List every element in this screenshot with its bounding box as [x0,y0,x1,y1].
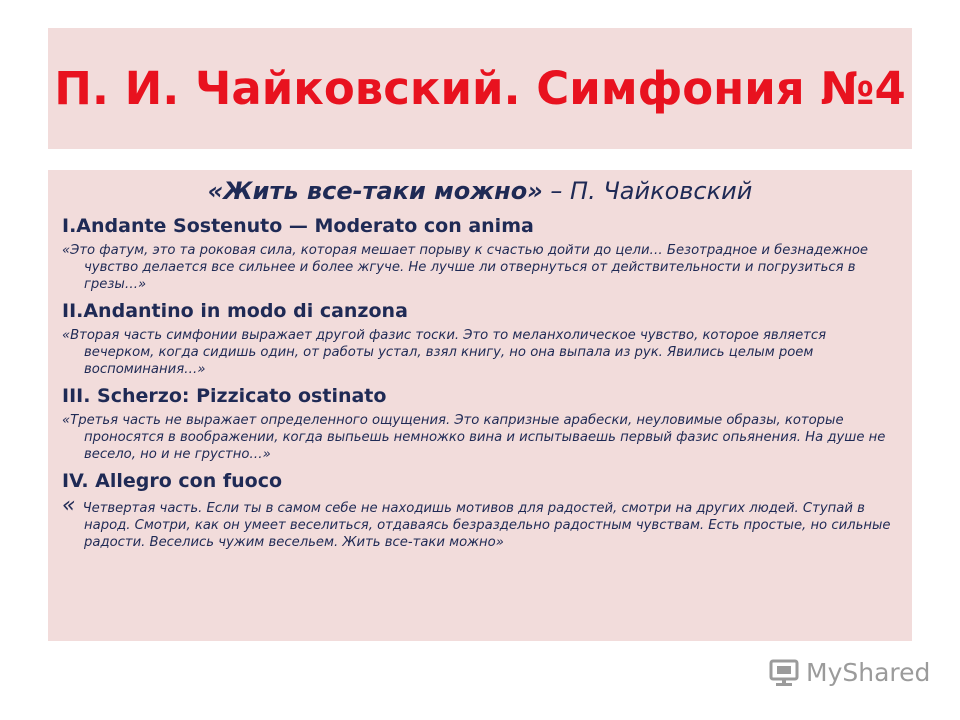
movement-3-heading: III. Scherzo: Pizzicato ostinato [62,385,387,407]
movement-3-text: «Третья часть не выражает определенного ощущения. Это капризные арабески, неуловимые образы, которые проносятся в воображении, когда выпьешь немножко вина и испытываешь первый фазис опьянения. На душе не весело, но и не грустно…» [62,413,886,462]
movement-1-text: «Это фатум, это та роковая сила, которая мешает порыву к счастью дойти до цели… Безотрадное и безнадежное чувство делается все сильнее и более жгуче. Не лучше ли отвернуться от действительности и погрузиться в грезы…» [62,243,869,292]
movement-4-heading: IV. Allegro con fuoco [62,470,283,492]
content-panel [48,170,912,641]
myshared-logo-icon [768,657,800,687]
subtitle-quote: «Жить все-таки можно» [207,177,543,205]
movement-4-open-quote: « [62,493,83,518]
subtitle-author: – П. Чайковский [542,177,753,205]
movement-1-heading: I.Andante Sostenuto — Moderato con anima [62,215,534,237]
movement-4-body: Четвертая часть. Если ты в самом себе не находишь мотивов для радостей, смотри на других людей. Ступай в народ. Смотри, как он умеет веселиться, отдаваясь безраздельно радостным чувствам. Есть простые, но сильные радости. Веселись чужим весельем. Жить все-таки можно» [82,501,891,550]
slide-subtitle [62,176,898,206]
movement-2-text: «Вторая часть симфонии выражает другой фазис тоски. Это то меланхолическое чувство, которое является вечерком, когда сидишь один, от работы устал, взял книгу, но она выпала из рук. Явились целым роем воспоминания…» [62,328,827,377]
watermark-text: MyShared [806,657,931,687]
slide-title: П. И. Чайковский. Симфония №4 [54,62,906,115]
movement-4-text [62,493,898,551]
movement-2-heading: II.Andantino in modo di canzona [62,300,408,322]
watermark [768,656,930,688]
title-panel [48,28,912,149]
